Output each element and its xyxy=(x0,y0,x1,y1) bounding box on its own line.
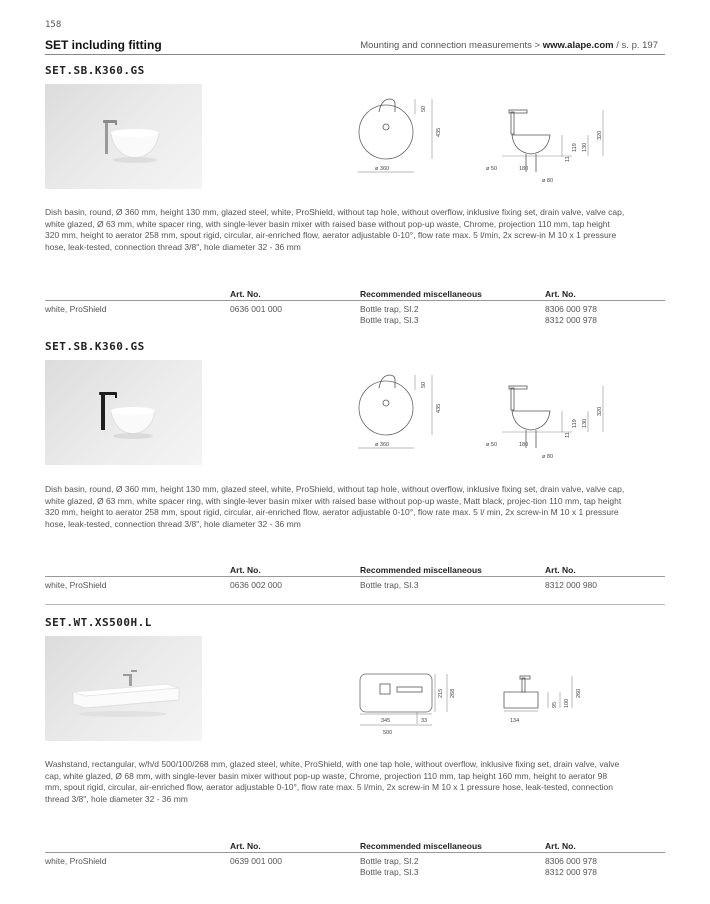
reference-suffix: / s. p. 197 xyxy=(613,40,658,51)
dim-label: 33 xyxy=(421,718,428,724)
art-no-cell: 0636 001 000 xyxy=(230,304,282,314)
misc-cell: Bottle trap, SI.3 xyxy=(360,867,419,877)
variant-cell: white, ProShield xyxy=(45,856,107,866)
table-header: Art. No. xyxy=(230,565,261,575)
misc-art-cell: 8306 000 978 xyxy=(545,856,597,866)
basin-photo-illustration xyxy=(45,84,202,189)
variant-cell: white, ProShield xyxy=(45,580,107,590)
page-title: SET including fitting xyxy=(45,38,162,52)
table-header: Recommended miscellaneous xyxy=(360,289,482,299)
table-divider xyxy=(45,852,665,853)
dim-label: 11 xyxy=(565,432,571,438)
product-description: Washstand, rectangular, w/h/d 500/100/268 mm, glazed steel, white, ProShield, with one tap hole, without overflow, inklusive fixing set, drain valve, valve cap, white glazed, Ø 68 mm, with single-lever basin mixer without pop-up waste, Chrome, projection 110 mm, tap height 160 mm, height to aerator 98 mm, spout rigid, circular, air-enriched flow, aerator adjustable 0-10°, flow rate max. 5 l/min, 2x screw-in M 10 x 1 pressure hose, leak-tested, connection thread 3/8", hole diameter 32 - 36 mm xyxy=(45,759,620,804)
table-header: Art. No. xyxy=(545,289,576,299)
product-code: SET.SB.K360.GS xyxy=(45,64,145,77)
table-header: Art. No. xyxy=(545,565,576,575)
art-no-cell: 0639 001 000 xyxy=(230,856,282,866)
side-view-drawing xyxy=(482,102,612,186)
dim-label: 130 xyxy=(582,418,588,428)
dim-label: 320 xyxy=(597,130,603,140)
misc-art-cell: 8312 000 980 xyxy=(545,580,597,590)
product-code: SET.WT.XS500H.L xyxy=(45,616,152,629)
top-view-drawing xyxy=(355,368,455,460)
dim-label: 435 xyxy=(436,127,442,137)
misc-cell: Bottle trap, SI.2 xyxy=(360,856,419,866)
dim-label: 268 xyxy=(450,688,456,698)
dim-label: 260 xyxy=(576,688,582,698)
table-header: Recommended miscellaneous xyxy=(360,565,482,575)
table-header: Recommended miscellaneous xyxy=(360,841,482,851)
dim-label: 320 xyxy=(597,406,603,416)
reference-text xyxy=(360,40,658,51)
product-photo xyxy=(45,636,202,741)
dim-label: 95 xyxy=(552,701,558,708)
side-view-drawing xyxy=(500,670,590,730)
table-divider xyxy=(45,576,665,577)
dim-label: 435 xyxy=(436,403,442,413)
dim-label: ø 50 xyxy=(486,442,498,448)
reference-prefix: Mounting and connection measurements > xyxy=(360,40,543,51)
table-divider xyxy=(45,300,665,301)
product-description: Dish basin, round, Ø 360 mm, height 130 mm, glazed steel, white, ProShield, without tap hole, without overflow, inklusive fixing set, drain valve, valve cap, white glazed, Ø 63 mm, white spacer ring, with single-lever basin mixer with raised base without pop-up waste, Matt black, projec-tion 110 mm, tap height 320 mm, height to aerator 258 mm, spout rigid, circular, air-enriched flow, aerator adjustable 0-10°, flow rate max. 5 l/ min, 2x screw-in M 10 x 1 pressure hose, leak-tested, connection thread 3/8", hole diameter 32 - 36 mm xyxy=(45,484,625,529)
misc-art-cell: 8306 000 978 xyxy=(545,304,597,314)
table-header: Art. No. xyxy=(230,841,261,851)
basin-photo-illustration xyxy=(45,360,202,465)
product-photo xyxy=(45,360,202,465)
dim-label: 50 xyxy=(421,381,427,388)
dim-label: 345 xyxy=(381,718,391,724)
dim-label: 119 xyxy=(572,143,578,152)
top-view-drawing xyxy=(355,668,465,740)
product-photo xyxy=(45,84,202,189)
dim-label: 50 xyxy=(421,105,427,112)
dim-label: 134 xyxy=(510,718,520,724)
table-header: Art. No. xyxy=(230,289,261,299)
dim-label: ø 80 xyxy=(542,178,554,184)
side-view-drawing xyxy=(482,378,612,462)
top-view-drawing xyxy=(355,92,455,184)
misc-art-cell: 8312 000 978 xyxy=(545,315,597,325)
misc-cell: Bottle trap, SI.3 xyxy=(360,315,419,325)
dim-label: 180 xyxy=(519,442,529,448)
reference-link[interactable]: www.alape.com xyxy=(542,40,614,51)
product-description: Dish basin, round, Ø 360 mm, height 130 mm, glazed steel, white, ProShield, without tap hole, without overflow, inklusive fixing set, drain valve, valve cap, white glazed, Ø 63 mm, white spacer ring, with single-lever basin mixer with raised base without pop-up waste, Chrome, projection 110 mm, tap height 320 mm, height to aerator 258 mm, spout rigid, circular, air-enriched flow, aerator adjustable 0-10°, flow rate max. 5 l/min, 2x screw-in M 10 x 1 pressure hose, leak-tested, connection thread 3/8", hole diameter 32 - 36 mm xyxy=(45,207,625,252)
section-divider xyxy=(45,604,665,605)
product-code: SET.SB.K360.GS xyxy=(45,340,145,353)
dim-label: 119 xyxy=(572,419,578,428)
table-header: Art. No. xyxy=(545,841,576,851)
dim-label: ø 360 xyxy=(375,442,390,448)
dim-label: ø 50 xyxy=(486,166,498,172)
art-no-cell: 0636 002 000 xyxy=(230,580,282,590)
dim-label: 130 xyxy=(582,142,588,152)
misc-cell: Bottle trap, SI.2 xyxy=(360,304,419,314)
page-number: 158 xyxy=(45,20,62,30)
dim-label: 100 xyxy=(564,698,570,708)
dim-label: ø 360 xyxy=(375,166,390,172)
header-divider xyxy=(45,54,665,55)
misc-cell: Bottle trap, SI.3 xyxy=(360,580,419,590)
washstand-photo-illustration xyxy=(45,636,202,741)
dim-label: ø 80 xyxy=(542,454,554,460)
dim-label: 500 xyxy=(383,730,393,736)
dim-label: 11 xyxy=(565,156,571,162)
misc-art-cell: 8312 000 978 xyxy=(545,867,597,877)
dim-label: 180 xyxy=(519,166,529,172)
variant-cell: white, ProShield xyxy=(45,304,107,314)
dim-label: 215 xyxy=(438,688,444,698)
